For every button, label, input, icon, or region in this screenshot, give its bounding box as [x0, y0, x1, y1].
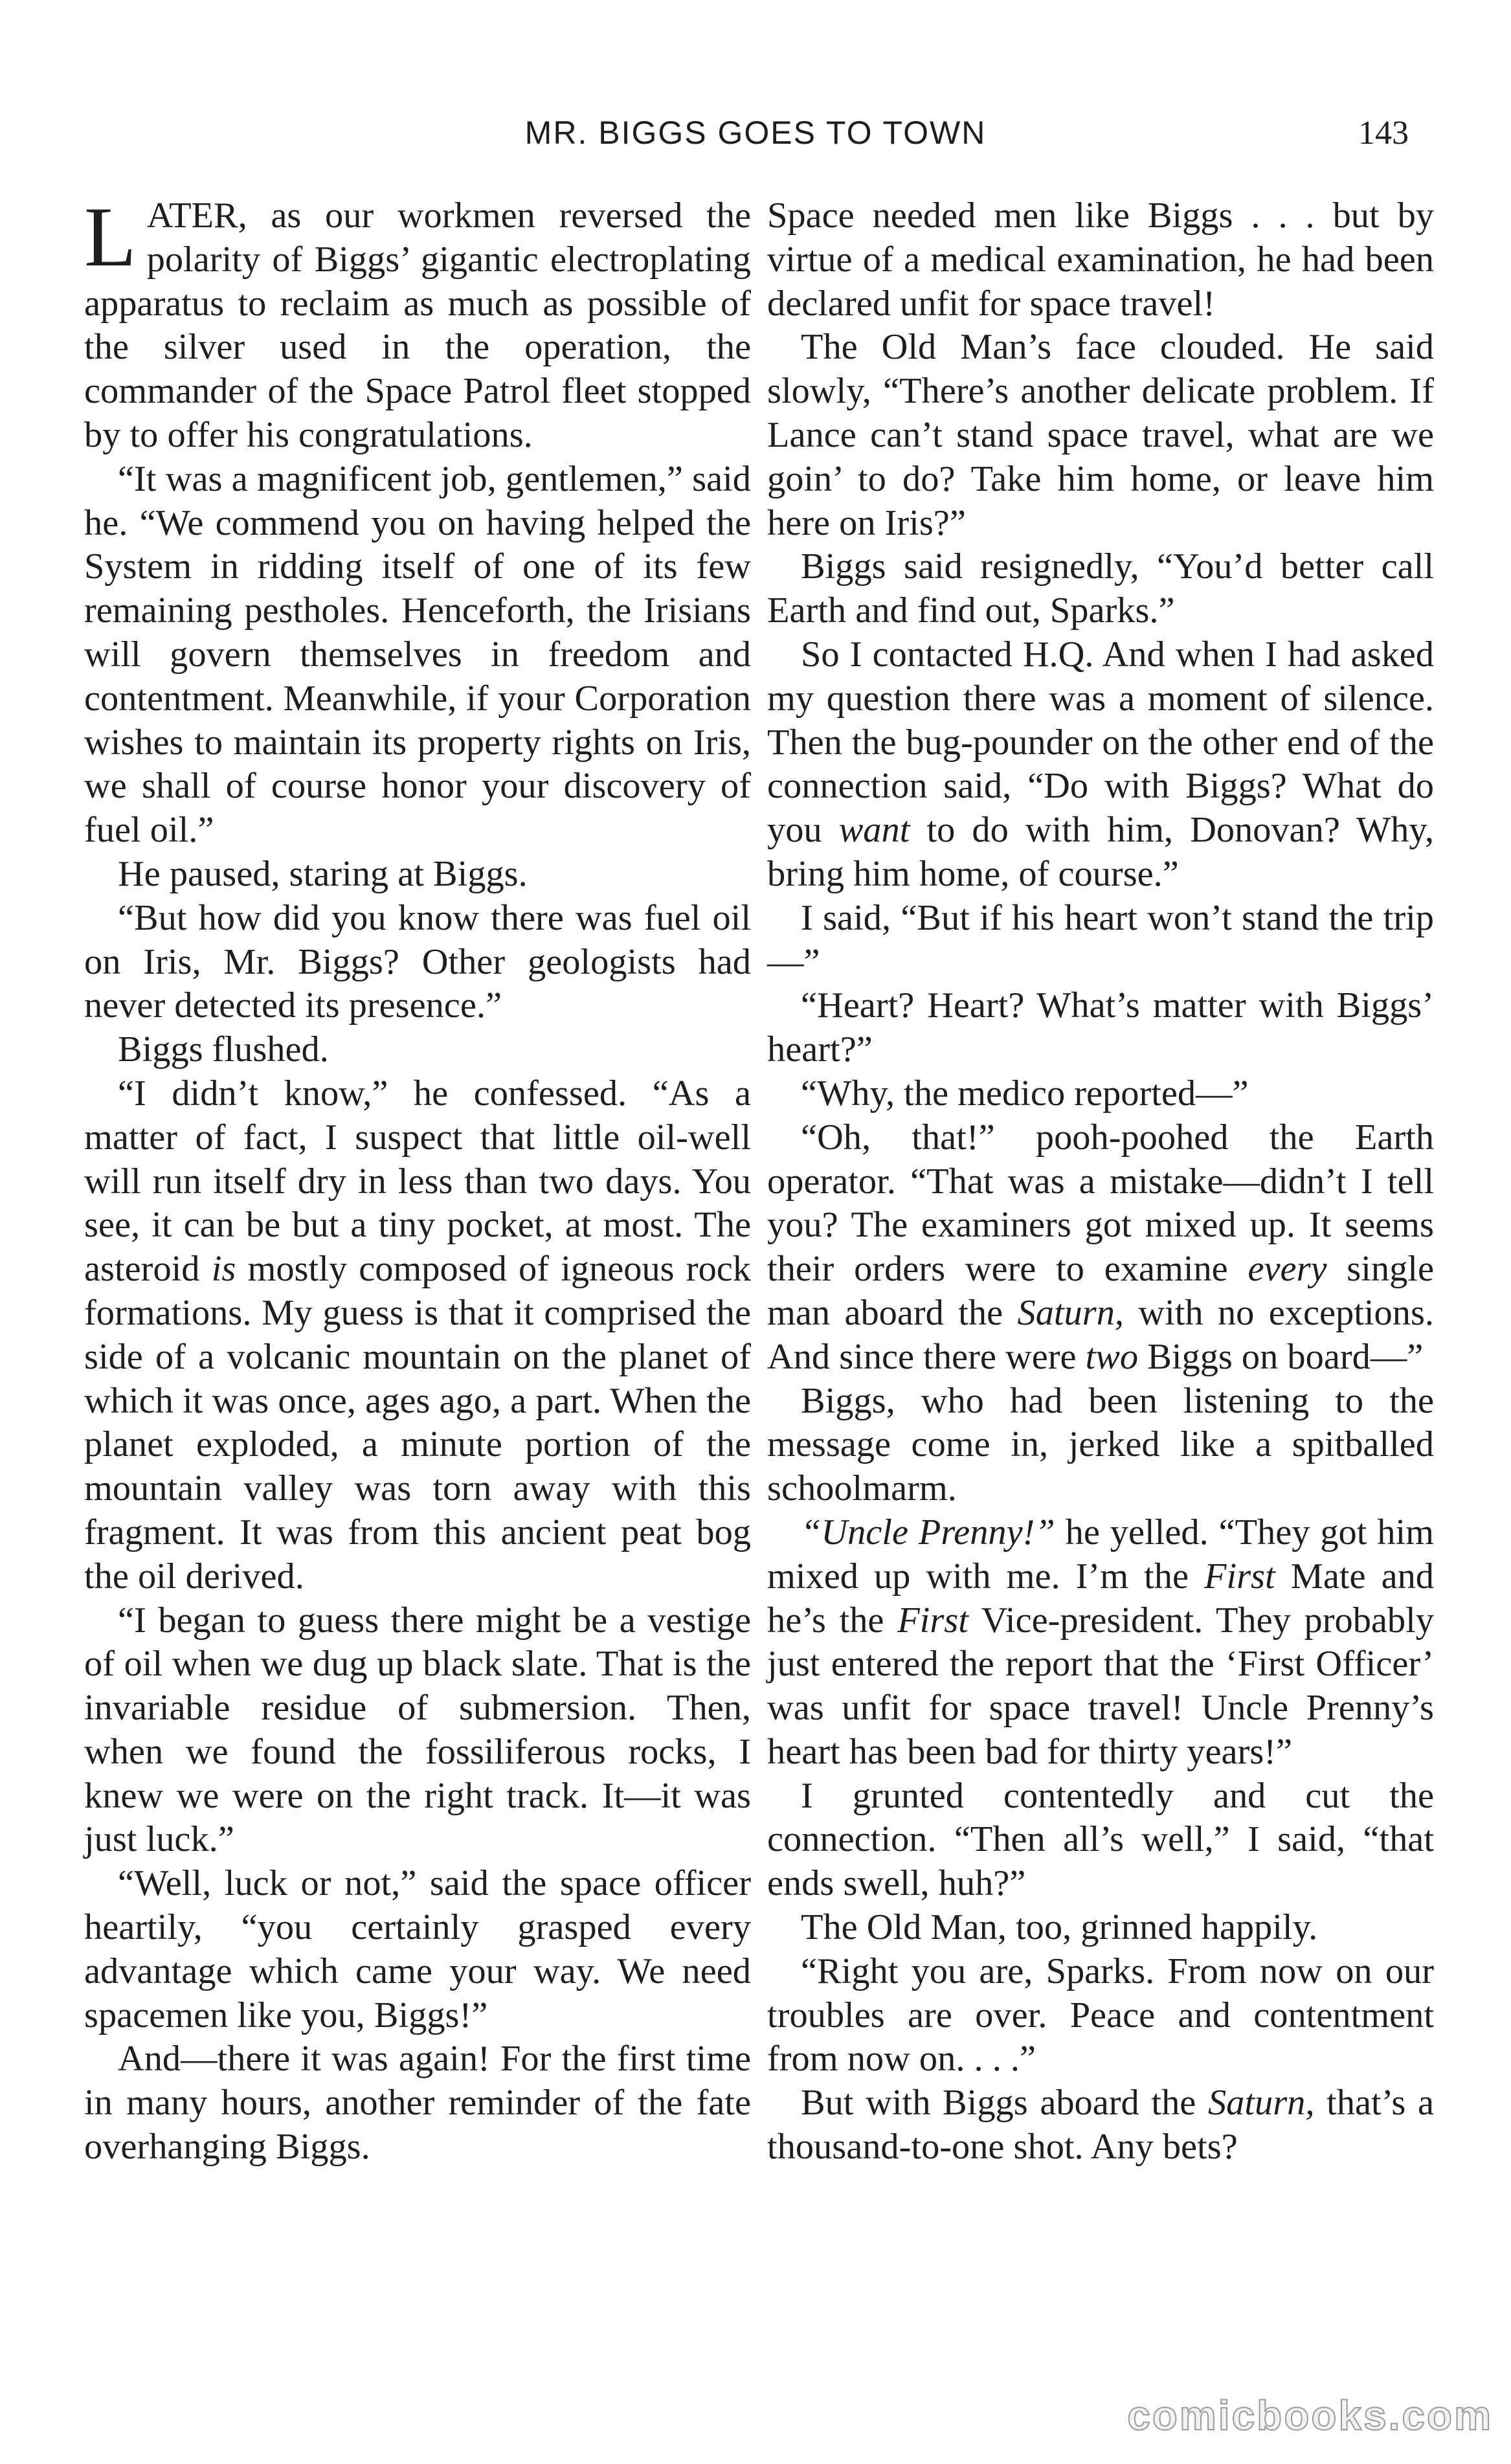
paragraph: The Old Man, too, grinned happily. — [801, 1907, 1318, 1948]
lead-in: ATER, — [146, 196, 247, 236]
page-number: 143 — [1358, 115, 1409, 151]
left-column — [84, 189, 751, 2169]
emphasis: First — [1204, 1556, 1275, 1596]
paragraph: I grunted contentedly and cut the connection. “Then all’s well,” I said, “that ends swell, huh?” — [767, 1775, 1434, 1904]
paragraph: And—there it was again! For the first time in many hours, another reminder of the fate overhanging Biggs. — [84, 2039, 751, 2167]
paragraph: “Why, the medico reported—” — [801, 1073, 1249, 1114]
emphasis: “Uncle Prenny!” — [801, 1512, 1055, 1552]
paragraph-text: he yelled. “They got him mixed up with me. I’m the — [767, 1512, 1434, 1596]
emphasis: is — [211, 1249, 236, 1290]
paragraph-text: Mate and he’s the — [767, 1556, 1434, 1641]
emphasis: Saturn, — [1017, 1292, 1124, 1333]
paragraph-text: as our workmen reversed the polarity of Biggs’ gigantic electroplating apparatus to reclaim as much as possible of the silver used in the operation, the commander of the Space Patrol fleet stopped by to offer his congratulations. — [84, 196, 751, 455]
paragraph: He paused, staring at Biggs. — [118, 853, 528, 894]
emphasis: First — [897, 1600, 968, 1641]
paragraph: Biggs flushed. — [118, 1029, 329, 1070]
paragraph-text: to do with him, Donovan? Why, bring him home, of course.” — [767, 810, 1434, 894]
paragraph-text: mostly composed of igneous rock formations. My guess is that it comprised the side of a volcanic mountain on the planet of which it was once, ages ago, a part. When the planet exploded, a minute portion of the mountain valley was torn away with this fragment. It was from this ancient peat bog the oil derived. — [84, 1249, 751, 1596]
watermark: comicbooks.com — [1127, 2392, 1493, 2439]
paragraph: The Old Man’s face clouded. He said slowly, “There’s another delicate problem. If Lance can’t stand space travel, what are we goin’ to do? Take him home, or leave him here on Iris?” — [767, 327, 1434, 543]
paragraph — [767, 1511, 1434, 1775]
emphasis: two — [1085, 1336, 1139, 1377]
paragraph-text: “Oh, that!” pooh-poohed the Earth operator. “That was a mistake—didn’t I tell you? The examiners got mixed up. It seems their orders were to examine — [767, 1117, 1434, 1290]
paragraph: “Heart? Heart? What’s matter with Biggs’ heart?” — [767, 985, 1434, 1070]
paragraph-text: But with Biggs aboard the — [801, 2083, 1208, 2123]
paragraph: “I began to guess there might be a vestige of oil when we dug up black slate. That is the invariable residue of submersion. Then, when we found the fossiliferous rocks, I knew we were on the right track. It—it was just luck.” — [84, 1600, 751, 1860]
paragraph: Space needed men like Biggs . . . but by virtue of a medical examination, he had been declared unfit for space travel! — [767, 196, 1434, 324]
paragraph: “Right you are, Sparks. From now on our troubles are over. Peace and contentment from now on. . . .” — [767, 1951, 1434, 2079]
paragraph: “But how did you know there was fuel oil on Iris, Mr. Biggs? Other geologists had never detected its presence.” — [84, 897, 751, 1026]
paragraph: Biggs, who had been listening to the message come in, jerked like a spitballed schoolmarm. — [767, 1380, 1434, 1509]
paragraph: “It was a magnificent job, gentlemen,” said he. “We commend you on having helped the System in ridding itself of one of its few remaining pestholes. Henceforth, the Irisians will govern themselves in freedom and contentment. Meanwhile, if your Corporation wishes to maintain its property rights on Iris, we shall of course honor your discovery of fuel oil.” — [84, 458, 751, 851]
emphasis: Saturn, — [1207, 2083, 1315, 2123]
paragraph — [84, 1072, 751, 1599]
paragraph — [767, 2081, 1434, 2169]
paragraph — [767, 633, 1434, 897]
paragraph: “Well, luck or not,” said the space officer heartily, “you certainly grasped every advantage which came your way. We need spacemen like you, Biggs!” — [84, 1863, 751, 2035]
running-title: MR. BIGGS GOES TO TOWN — [524, 115, 987, 151]
paragraph — [84, 189, 751, 458]
paragraph-text: So I contacted H.Q. And when I had asked my question there was a moment of silence. Then the bug-pounder on the other end of the connection said, “Do with Biggs? What do you — [767, 634, 1434, 851]
paragraph — [767, 1116, 1434, 1380]
paragraph: Biggs said resignedly, “You’d better call Earth and find out, Sparks.” — [767, 546, 1434, 631]
paragraph-text: Biggs on board—” — [1138, 1336, 1424, 1377]
paragraph-text: single man aboard the — [767, 1249, 1435, 1333]
emphasis: want — [838, 810, 910, 851]
paragraph-text: “I didn’t know,” he confessed. “As a matter of fact, I suspect that little oil-well will run itself dry in less than two days. You see, it can be but a tiny pocket, at most. The asteroid — [84, 1073, 751, 1290]
paragraph: I said, “But if his heart won’t stand the trip—” — [767, 897, 1434, 982]
paragraph-text: Vice-president. They probably just entered the report that the ‘First Officer’ was unfit for space travel! Uncle Prenny’s heart has been bad for thirty years!” — [767, 1600, 1434, 1772]
drop-cap: L — [84, 189, 137, 284]
right-column — [767, 194, 1434, 2169]
page-header — [0, 114, 1511, 159]
paragraph-text: with no exceptions. And since there were — [767, 1292, 1434, 1377]
emphasis: every — [1248, 1249, 1327, 1290]
paragraph-text: that’s a thousand-to-one shot. Any bets? — [767, 2083, 1434, 2167]
